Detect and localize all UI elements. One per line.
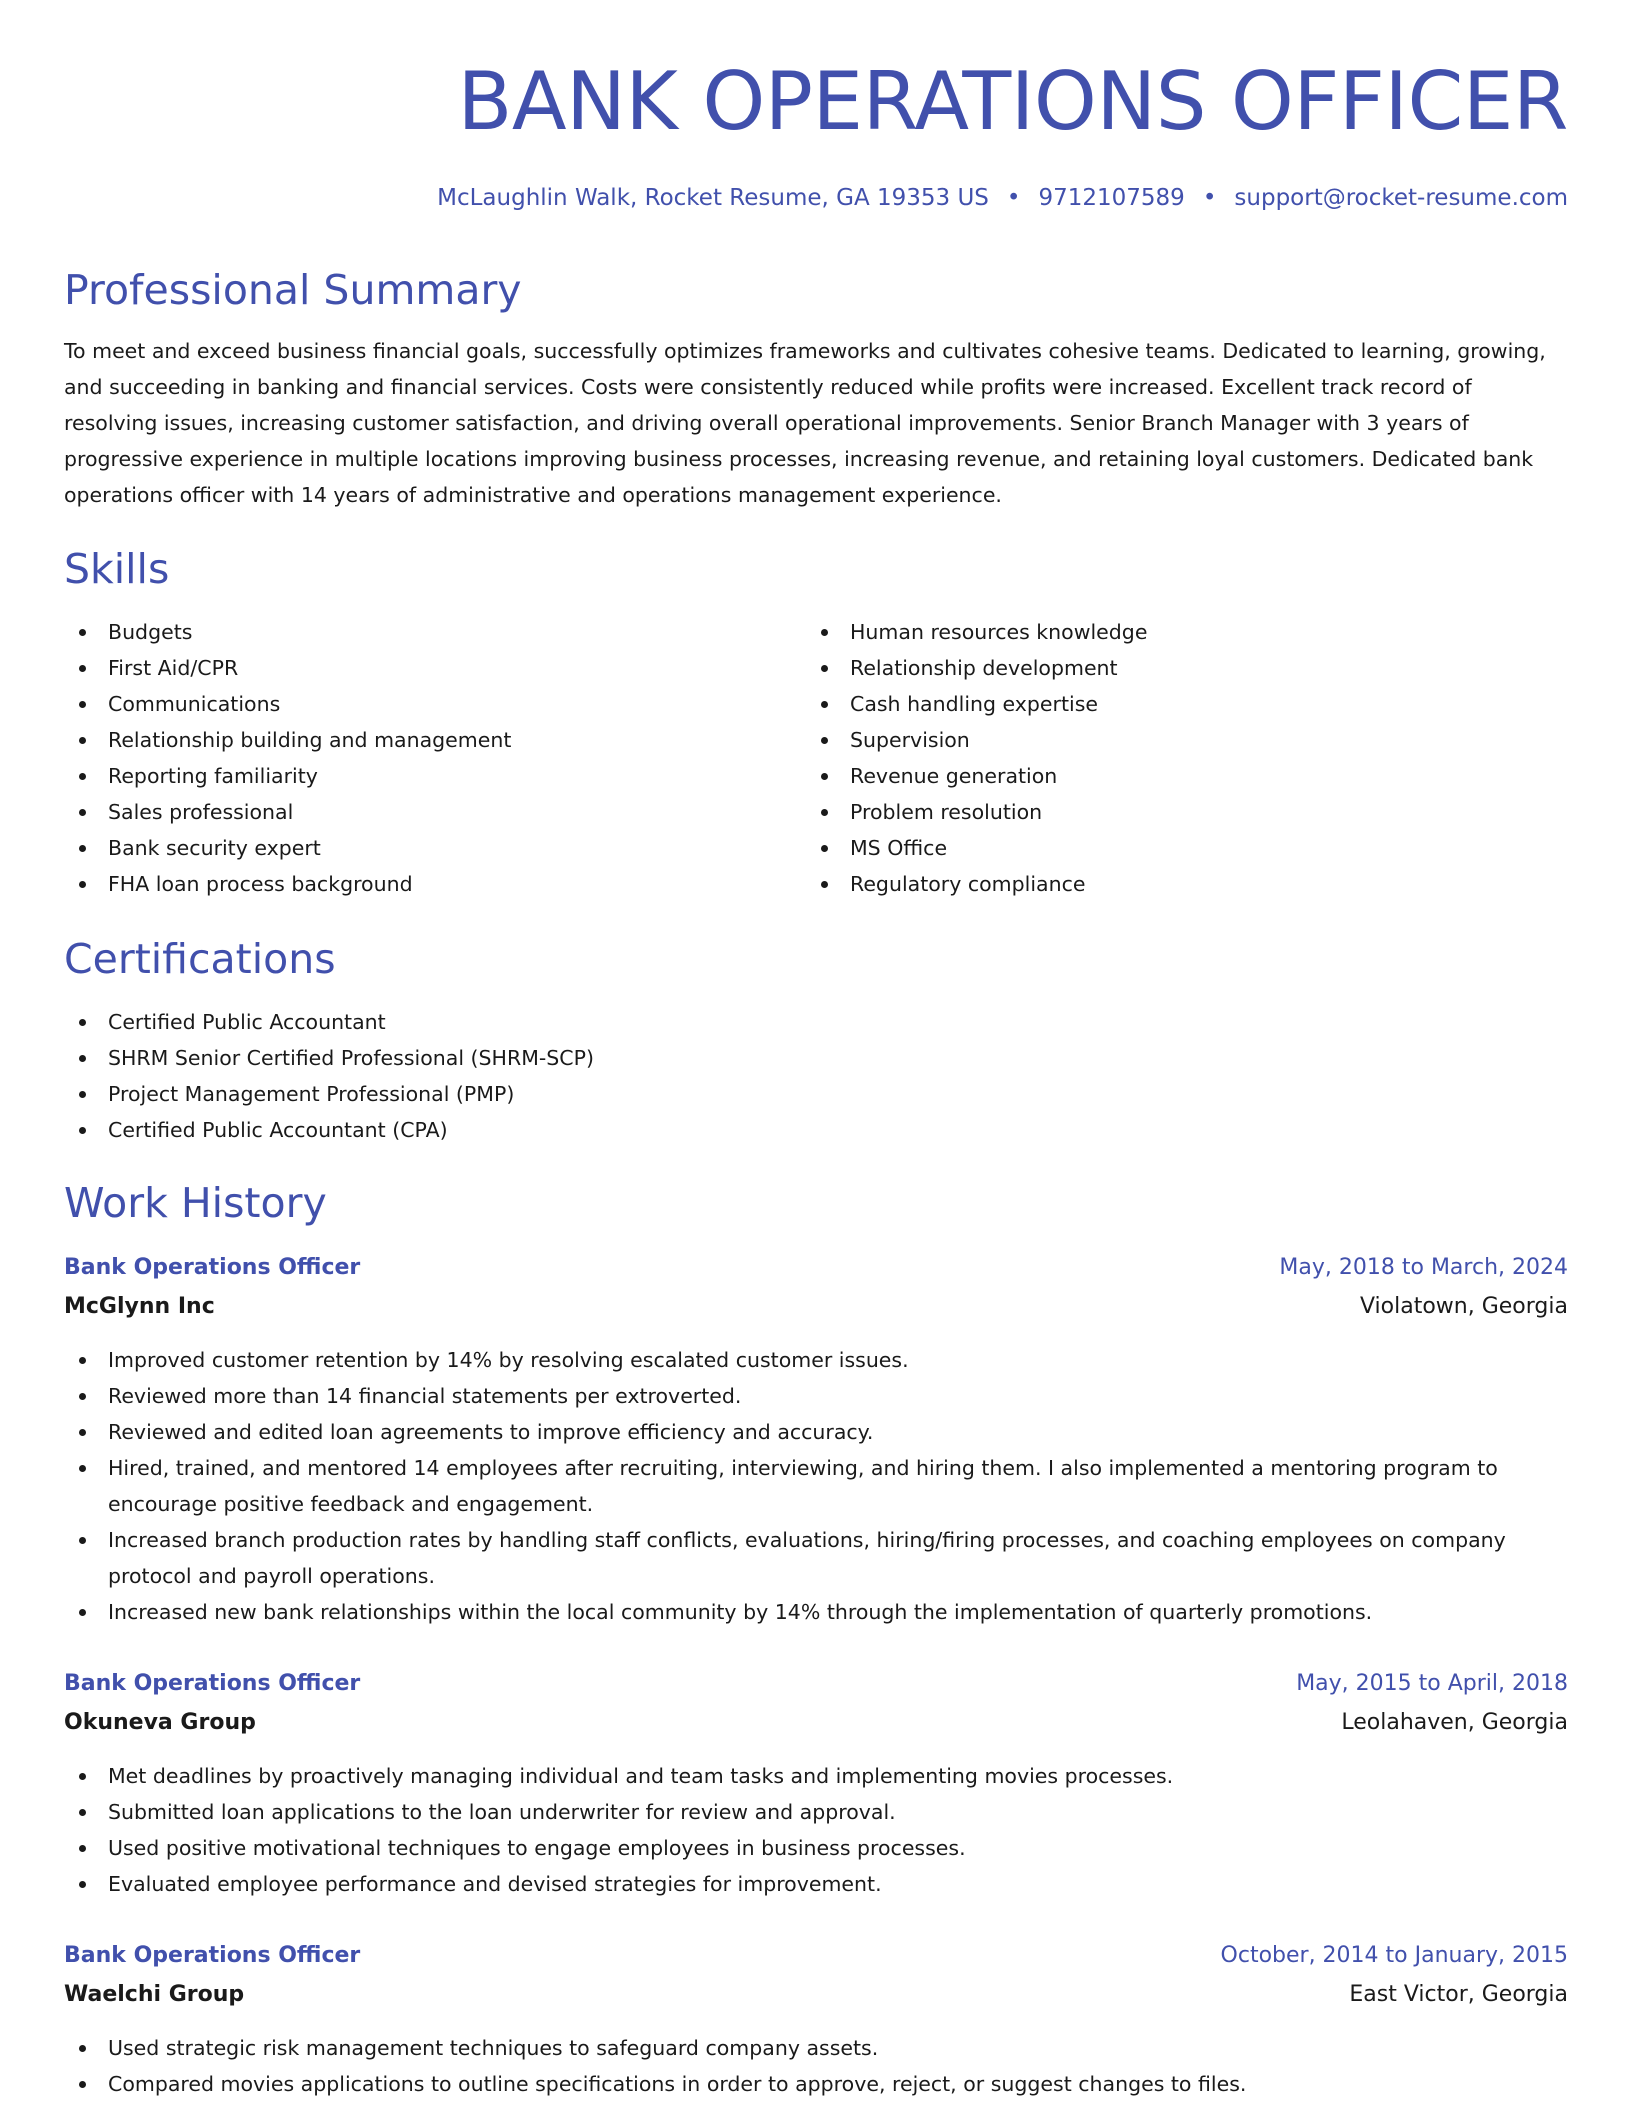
job-company: Waelchi Group — [64, 1982, 245, 2007]
certification-item: SHRM Senior Certified Professional (SHRM-SCP) — [64, 1040, 1064, 1076]
skill-item: FHA loan process background — [64, 866, 764, 902]
skill-item: Budgets — [64, 614, 764, 650]
job-bullet: Increased branch production rates by handling staff conflicts, evaluations, hiring/firing processes, and coaching employees on company protocol and payroll operations. — [64, 1522, 1568, 1594]
job-bullet: Reviewed and edited loan agreements to improve efficiency and accuracy. — [64, 1414, 1568, 1450]
job-company: McGlynn Inc — [64, 1294, 215, 1319]
work-history-heading: Work History — [64, 1179, 327, 1227]
job-location: East Victor, Georgia — [1349, 1982, 1568, 2007]
certification-item: Certified Public Accountant (CPA) — [64, 1112, 1064, 1148]
certifications-list — [64, 1004, 1064, 1148]
certifications-heading: Certifications — [64, 935, 336, 983]
skills-list-left — [64, 614, 764, 902]
skill-item: Communications — [64, 686, 764, 722]
job-bullet: Improved customer retention by 14% by resolving escalated customer issues. — [64, 1342, 1568, 1378]
job-bullet: Used strategic risk management techniques to safeguard company assets. — [64, 2030, 1568, 2066]
skill-item: Regulatory compliance — [806, 866, 1506, 902]
job-dates: May, 2015 to April, 2018 — [1296, 1671, 1568, 1696]
job-bullet-list — [64, 1342, 1568, 1630]
skill-item: Reporting familiarity — [64, 758, 764, 794]
job-bullet: Evaluated employee performance and devised strategies for improvement. — [64, 1866, 1568, 1902]
skill-item: Relationship building and management — [64, 722, 764, 758]
summary-text: To meet and exceed business financial goals, successfully optimizes frameworks and cultivates cohesive teams. Dedicated to learning, growing, and succeeding in banking and financial services. Costs were consistently reduced while profits were increased. Excellent track record of resolving issues, increasing customer satisfaction, and driving overall operational improvements. Senior Branch Manager with 3 years of progressive experience in multiple locations improving business processes, increasing revenue, and retaining loyal customers. Dedicated bank operations officer with 14 years of administrative and operations management experience. — [64, 339, 1546, 507]
job-company: Okuneva Group — [64, 1710, 256, 1735]
job-header — [64, 1250, 1568, 1330]
contact-line — [437, 180, 1568, 216]
job-bullet: Submitted loan applications to the loan underwriter for review and approval. — [64, 1794, 1568, 1830]
skill-item: Cash handling expertise — [806, 686, 1506, 722]
job-header — [64, 1938, 1568, 2018]
skill-item: Bank security expert — [64, 830, 764, 866]
skill-item: Human resources knowledge — [806, 614, 1506, 650]
skills-heading: Skills — [64, 545, 170, 593]
skill-item: MS Office — [806, 830, 1506, 866]
resume-title: BANK OPERATIONS OFFICER — [457, 55, 1568, 148]
contact-phone: 9712107589 — [1038, 185, 1185, 211]
job-dates: October, 2014 to January, 2015 — [1220, 1943, 1568, 1968]
contact-separator: • — [1006, 185, 1021, 211]
contact-address: McLaughlin Walk, Rocket Resume, GA 19353 US — [437, 185, 989, 211]
skill-item: Sales professional — [64, 794, 764, 830]
job-bullet: Reviewed more than 14 financial statements per extroverted. — [64, 1378, 1568, 1414]
job-location: Leolahaven, Georgia — [1341, 1710, 1568, 1735]
job-title: Bank Operations Officer — [64, 1943, 361, 1968]
job-bullet: Used positive motivational techniques to engage employees in business processes. — [64, 1830, 1568, 1866]
job-title: Bank Operations Officer — [64, 1255, 361, 1280]
job-bullet: Increased new bank relationships within the local community by 14% through the implementation of quarterly promotions. — [64, 1594, 1568, 1630]
skill-item: Revenue generation — [806, 758, 1506, 794]
contact-email: support@rocket-resume.com — [1234, 185, 1568, 211]
contact-separator: • — [1202, 185, 1217, 211]
job-bullet: Hired, trained, and mentored 14 employees after recruiting, interviewing, and hiring them. I also implemented a mentoring program to encourage positive feedback and engagement. — [64, 1450, 1568, 1522]
skill-item: Supervision — [806, 722, 1506, 758]
job-bullet: Compared movies applications to outline specifications in order to approve, reject, or suggest changes to files. — [64, 2066, 1568, 2102]
job-bullet: Met deadlines by proactively managing individual and team tasks and implementing movies processes. — [64, 1758, 1568, 1794]
job-header — [64, 1666, 1568, 1746]
job-dates: May, 2018 to March, 2024 — [1279, 1255, 1568, 1280]
job-bullet-list — [64, 1758, 1568, 1902]
summary-heading: Professional Summary — [64, 266, 522, 314]
skills-list-right — [806, 614, 1506, 902]
job-bullet-list — [64, 2030, 1568, 2102]
certification-item: Project Management Professional (PMP) — [64, 1076, 1064, 1112]
job-location: Violatown, Georgia — [1359, 1294, 1568, 1319]
skill-item: First Aid/CPR — [64, 650, 764, 686]
job-title: Bank Operations Officer — [64, 1671, 361, 1696]
skill-item: Problem resolution — [806, 794, 1506, 830]
skill-item: Relationship development — [806, 650, 1506, 686]
certification-item: Certified Public Accountant — [64, 1004, 1064, 1040]
